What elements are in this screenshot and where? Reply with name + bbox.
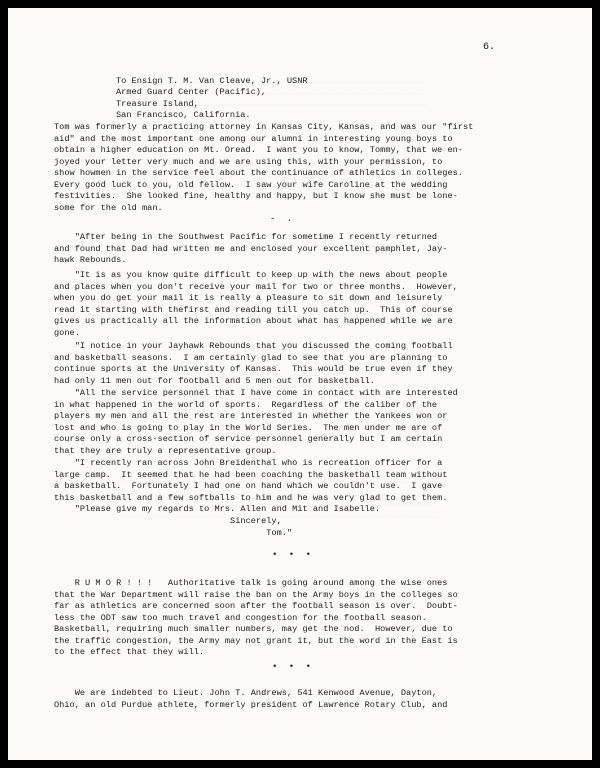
text-line: and basketball seasons. I am certainly glad to see that you are planning to — [54, 352, 448, 363]
letter-closing — [54, 516, 292, 539]
text-line: "All the service personnel that I have come in contact with are interested — [54, 388, 458, 398]
text-line: show howmen in the service feel about the continuance of athletics in colleges. — [54, 168, 463, 178]
text-line: "I recently ran across John Breidenthal who is recreation officer for a — [54, 458, 443, 468]
text-line: far as athletics are concerned soon after the football season is over. Doubt- — [54, 601, 458, 611]
text-line: that they are truly a representative group. — [54, 445, 277, 456]
text-line: this basketball and a few softballs to him and he was very glad to get them. — [54, 492, 448, 503]
letter-paragraph-6 — [54, 504, 380, 516]
separator-dots: - . — [270, 214, 296, 224]
address-line: Treasure Island, — [116, 98, 199, 109]
text-line: We are indebted to Lieut. John T. Andrews, 541 Kenwood Avenue, Dayton, — [54, 688, 438, 698]
separator-dots: • • • — [272, 662, 315, 672]
page-number: 6. — [483, 42, 496, 53]
text-line: Basketball, requiring much smaller numbers, may get the nod. However, due to — [54, 624, 453, 634]
intro-paragraph — [54, 122, 473, 214]
rumor-paragraph — [54, 578, 458, 659]
text-line: large camp. It seemed that he had been coaching the basketball team without — [54, 469, 448, 480]
text-line: had only 11 men out for football and 5 men out for basketball. — [54, 375, 375, 386]
address-line: Armed Guard Center (Pacific), — [116, 87, 267, 97]
closing-signature: Tom." — [54, 527, 293, 538]
text-line: and places when you don't receive your mail for two or three months. However, — [54, 281, 458, 292]
text-line: aid" and the most important one among our alumni in interesting young boys to — [54, 133, 453, 144]
text-line: "After being in the Southwest Pacific for sometime I recently returned — [54, 232, 438, 242]
letter-paragraph-2 — [54, 270, 458, 339]
text-line: when you do get your mail it is really a pleasure to sit down and leisurely — [54, 293, 443, 303]
text-line: Ohio, an old Purdue athlete, formerly president of Lawrence Rotary Club, and — [54, 699, 448, 710]
text-line: R U M O R ! ! ! Authoritative talk is going around among the wise ones — [54, 578, 448, 588]
address-line: To Ensign T. M. Van Cleave, Jr., USNR — [116, 75, 308, 86]
text-line: some for the old man. — [54, 202, 163, 213]
text-line: less the ODT saw too much travel and congestion for the football season. — [54, 612, 427, 623]
text-line: "It is as you know quite difficult to keep up with the news about people — [54, 270, 448, 280]
text-line: obtain a higher education on Mt. Oread. I want you to know, Tommy, that we en- — [54, 145, 463, 155]
text-line: Tom was formerly a practicing attorney in Kansas City, Kansas, and was our "first — [54, 122, 474, 132]
text-line: to the effect that they will. — [54, 647, 205, 657]
text-line: Every good luck to you, old fellow. I saw your wife Caroline at the wedding — [54, 179, 448, 190]
text-line: that the War Department will raise the ban on the Army boys in the colleges so — [54, 589, 458, 600]
text-line: read it starting with thefirst and reading till you catch up. This of course — [54, 304, 453, 315]
letter-paragraph-5 — [54, 458, 447, 504]
text-line: "I notice in your Jayhawk Rebounds that you discussed the coming football — [54, 341, 453, 351]
text-line: players my men and all the rest are interested in whether the Yankees won or — [54, 411, 448, 421]
text-line: the traffic congestion, the Army may not grant it, but the word in the East is — [54, 635, 458, 646]
letter-paragraph-4 — [54, 388, 458, 457]
text-line: festivities. She looked fine, healthy and happy, but I know she must be lone- — [54, 191, 458, 201]
address-line: San Francisco, California. — [116, 110, 251, 120]
document-page — [8, 8, 592, 760]
text-line: a basketball. Fortunately I had one on hand which we couldn't use. I gave — [54, 481, 443, 491]
text-line: continue sports at the University of Kansas. This would be true even if they — [54, 364, 453, 374]
recipient-address — [116, 64, 308, 122]
letter-paragraph-1 — [54, 232, 447, 267]
text-line: gives us practically all the information about what has happened while we are — [54, 316, 453, 326]
letter-paragraph-3 — [54, 341, 453, 387]
text-line: lost and who is going to play in the World Series. The men under me are of — [54, 422, 443, 433]
text-line: course only a cross-section of service personnel generally but I am certain — [54, 434, 443, 444]
text-line: hawk Rebounds. — [54, 255, 127, 265]
text-line: gone. — [54, 327, 80, 338]
text-line: "Please give my regards to Mrs. Allen and Mit and Isabelle. — [54, 504, 381, 514]
text-line: in what happened in the world of sports. Regardless of the caliber of the — [54, 399, 438, 410]
separator-dots: • • • — [272, 550, 315, 560]
final-paragraph — [54, 688, 447, 711]
text-line: joyed your letter very much and we are using this, with your permission, to — [54, 156, 443, 167]
text-line: and found that Dad had written me and enclosed your excellent pamphlet, Jay- — [54, 243, 448, 254]
closing-sincerely: Sincerely, — [54, 516, 282, 526]
